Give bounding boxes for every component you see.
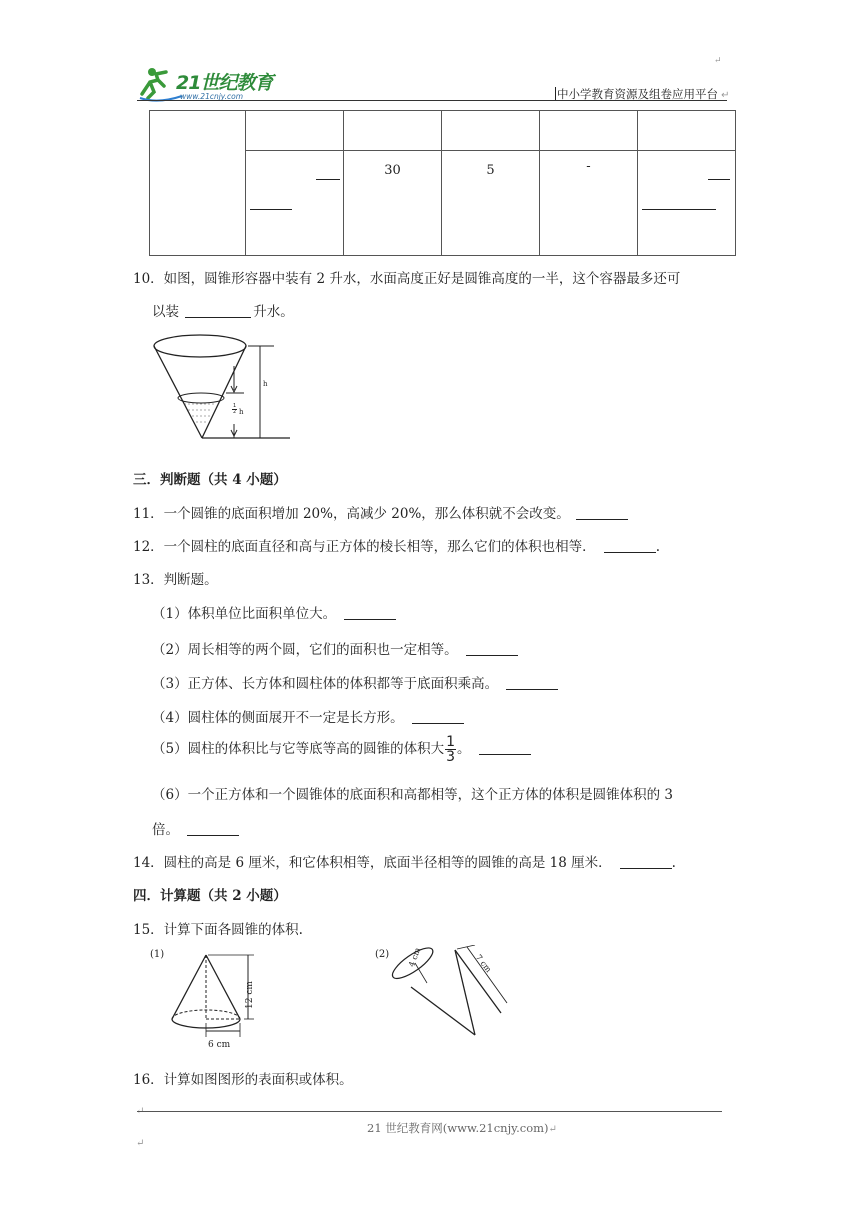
cone-figure-2: [375, 945, 515, 1049]
platform-tag: 中小学教育资源及组卷应用平台 ↵: [557, 87, 730, 101]
answer-blank[interactable]: [604, 540, 656, 553]
table-cell: [540, 111, 638, 151]
question-10-line2: 以装 升水。: [152, 304, 294, 320]
fig1-label: (1): [150, 949, 165, 960]
answer-blank[interactable]: [576, 507, 628, 520]
q13-item-2: （2）周长相等的两个圆，它们的面积也一定相等。: [152, 638, 518, 658]
table-cell-value: -: [540, 151, 638, 256]
top-mark: ↵: [714, 56, 722, 66]
fig1-base-label: 6 cm: [208, 1040, 231, 1050]
question-12: 12．一个圆柱的底面直径和高与正方体的棱长相等，那么它们的体积也相等． .: [133, 539, 660, 555]
fig-label-half: $\frac{1}{2}$: [233, 403, 237, 415]
footer-mark: ↵: [136, 1106, 145, 1117]
fig2-label: (2): [375, 949, 390, 960]
question-14: 14．圆柱的高是 6 厘米，和它体积相等，底面半径相等的圆锥的高是 18 厘米． .: [133, 855, 676, 871]
question-16: 16．计算如图图形的表面积或体积。: [133, 1072, 353, 1088]
answer-blank[interactable]: [479, 742, 531, 755]
footer-text: 21 世纪教育网(www.21cnjy.com)↵: [367, 1121, 557, 1135]
question-15: 15．计算下面各圆锥的体积.: [133, 922, 303, 938]
q13-item-3: （3）正方体、长方体和圆柱体的体积都等于底面积乘高。: [152, 672, 558, 692]
footer-mark-2: ↵: [136, 1138, 145, 1149]
question-11: 11．一个圆锥的底面积增加 20%，高减少 20%，那么体积就不会改变。: [133, 502, 628, 522]
table-cell-blank: [638, 151, 736, 256]
fig-label-half-h: h: [239, 408, 244, 416]
footer-rule: [137, 1111, 722, 1112]
fig1-height-label: 12 cm: [245, 981, 255, 1009]
q13-item-6-line2: 倍。: [152, 818, 239, 838]
table-cell: [442, 111, 540, 151]
table-cell: [246, 111, 344, 151]
header-rule: [137, 100, 727, 101]
table-cell: [150, 111, 246, 256]
fraction-one-third: $\frac{1}{3}$: [446, 734, 456, 765]
answer-blank[interactable]: [344, 607, 396, 620]
table-cell-blank: [246, 151, 344, 256]
answer-blank[interactable]: [506, 677, 558, 690]
section-4-title: 四．计算题（共 2 小题）: [133, 888, 287, 904]
logo-text: 21世纪教育: [176, 72, 273, 94]
fig2-slant-label: 7 cm: [473, 953, 494, 975]
q13-item-4: （4）圆柱体的侧面展开不一定是长方形。: [152, 706, 464, 726]
q13-item-5: （5）圆柱的体积比与它等底等高的圆锥的体积大 $\frac{1}{3}$ 。: [152, 735, 531, 764]
answer-blank[interactable]: [187, 823, 239, 836]
answer-blank[interactable]: [466, 643, 518, 656]
answer-blank[interactable]: [412, 711, 464, 724]
fig2-diameter-label: 4 cm: [407, 946, 423, 969]
section-3-title: 三．判断题（共 4 小题）: [133, 472, 287, 488]
question-13: 13．判断题。: [133, 572, 218, 588]
answer-blank[interactable]: [185, 305, 251, 318]
fig-label-h: h: [263, 380, 268, 388]
answer-blank[interactable]: [620, 856, 672, 869]
question-10-line1: 10．如图，圆锥形容器中装有 2 升水，水面高度正好是圆锥高度的一半，这个容器最多还可: [133, 271, 681, 287]
table-cell-value: 30: [344, 151, 442, 256]
table-cell: [638, 111, 736, 151]
table-cell: [344, 111, 442, 151]
cone-container-figure: [150, 332, 295, 448]
q13-item-1: （1）体积单位比面积单位大。: [152, 602, 396, 622]
table-cell-value: 5: [442, 151, 540, 256]
answer-table: [149, 110, 736, 256]
q13-item-6-line1: （6）一个正方体和一个圆锥体的底面积和高都相等，这个正方体的体积是圆锥体积的 3: [152, 787, 673, 803]
cone-figure-1: [150, 945, 275, 1059]
logo-url: www.21cnjy.com: [180, 92, 244, 101]
